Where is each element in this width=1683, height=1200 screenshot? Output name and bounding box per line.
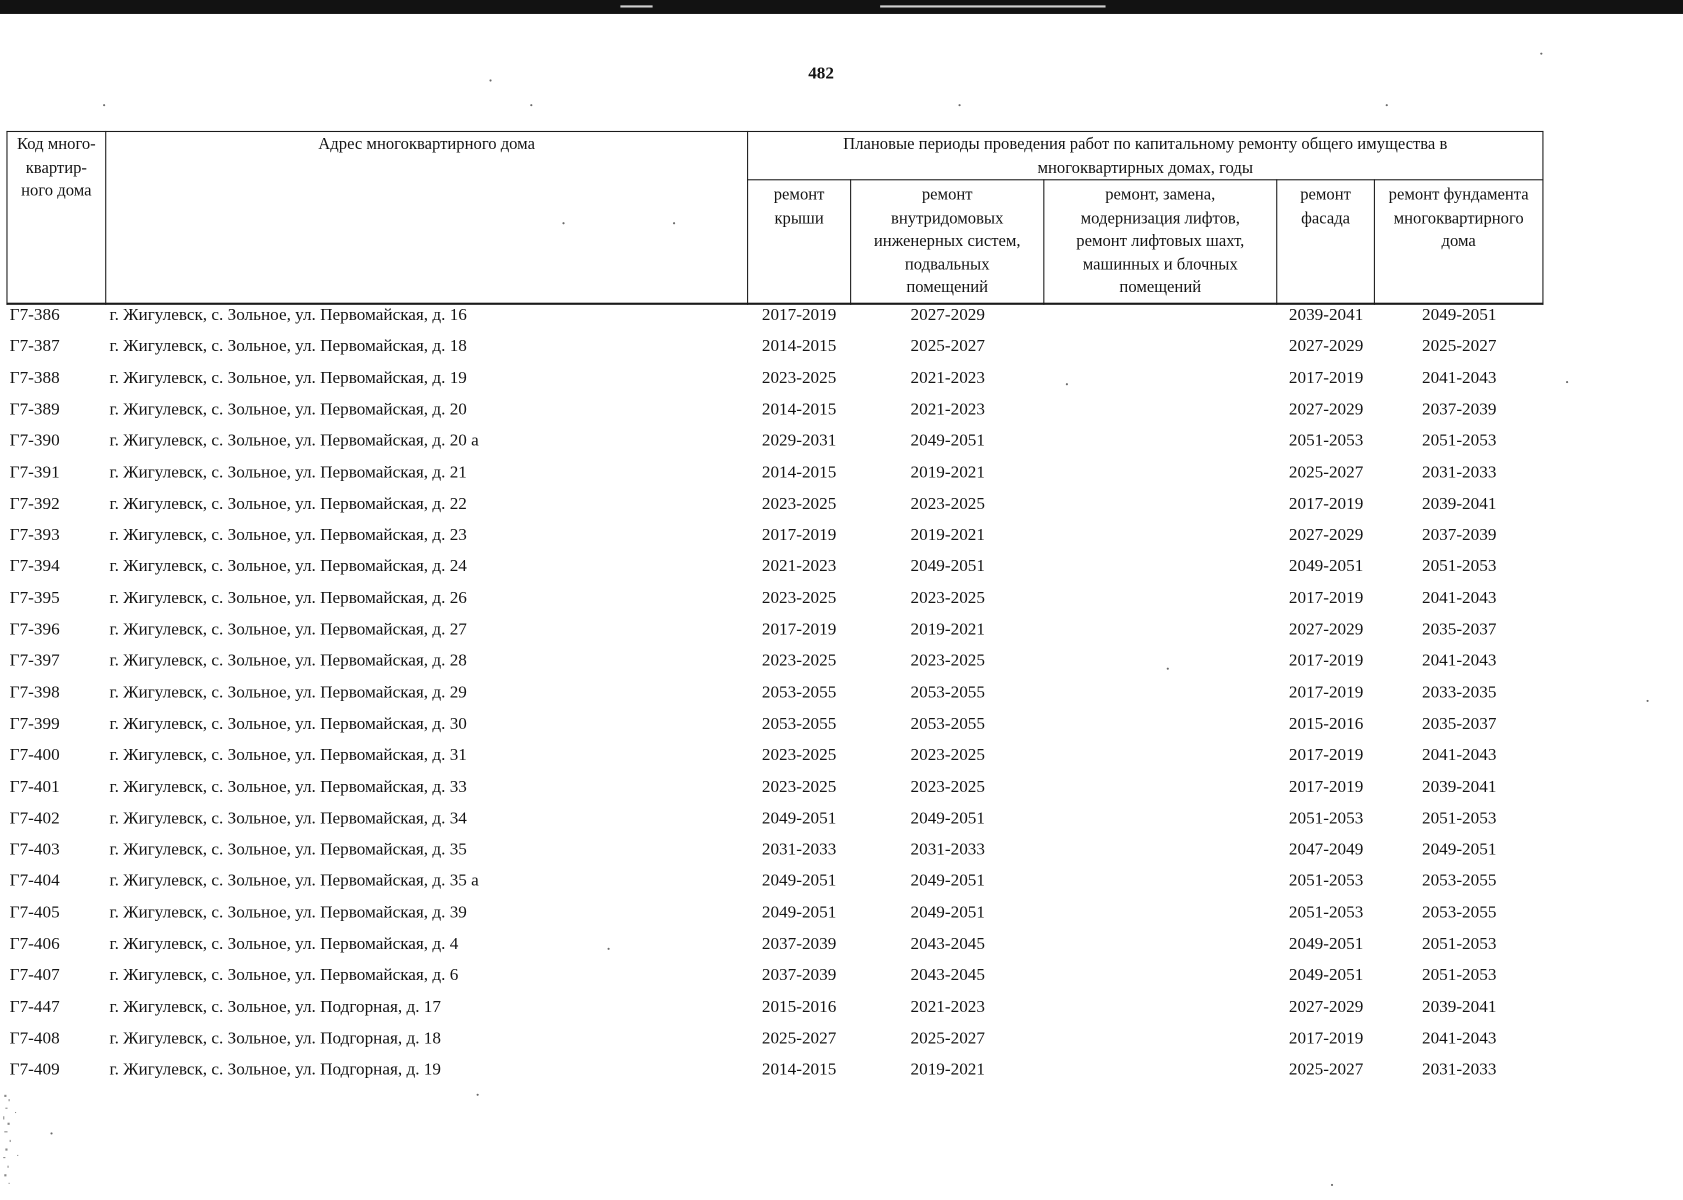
cell-address: г. Жигулевск, с. Зольное, ул. Первомайская, д. 22 (109, 494, 467, 513)
scan-speck (673, 222, 675, 224)
cell-roof: 2014-2015 (761, 463, 837, 482)
header-lifts-line: ремонт лифтовых шахт, (1076, 231, 1245, 251)
cell-engineering: 2049-2051 (910, 871, 985, 891)
cell-facade: 2027-2029 (1288, 620, 1364, 639)
cell-facade: 2049-2051 (1288, 966, 1364, 985)
header-engineering-line: помещений (906, 277, 989, 297)
cell-address: г. Жигулевск, с. Зольное, ул. Первомайская, д. 20 (109, 400, 467, 419)
cell-roof: 2023-2025 (761, 368, 837, 388)
cell-foundation: 2041-2043 (1421, 1029, 1497, 1048)
header-periods-line: Плановые периоды проведения работ по капитальному ремонту общего имущества в (843, 135, 1448, 154)
cell-roof: 2049-2051 (761, 903, 837, 922)
cell-code: Г7-407 (9, 966, 60, 985)
cell-address: г. Жигулевск, с. Зольное, ул. Первомайская, д. 27 (109, 620, 467, 639)
cell-facade: 2017-2019 (1288, 651, 1364, 671)
cell-code: Г7-392 (9, 494, 60, 513)
cell-facade: 2027-2029 (1288, 337, 1364, 356)
table-row (0, 494, 1683, 525)
table-row (0, 839, 1683, 870)
cell-code: Г7-402 (9, 809, 60, 828)
cell-roof: 2014-2015 (761, 337, 837, 356)
cell-roof: 2049-2051 (761, 871, 837, 891)
cell-facade: 2017-2019 (1288, 368, 1364, 388)
cell-code: Г7-393 (9, 526, 60, 545)
cell-roof: 2037-2039 (761, 966, 837, 985)
table-row (0, 556, 1683, 587)
scan-speck (1331, 1184, 1333, 1186)
cell-foundation: 2051-2053 (1421, 809, 1497, 828)
scan-streak (880, 5, 1105, 7)
cell-address: г. Жигулевск, с. Зольное, ул. Первомайская, д. 34 (109, 809, 467, 828)
cell-facade: 2027-2029 (1288, 400, 1364, 419)
header-code-line: квартир- (25, 158, 87, 177)
scan-edge-noise (2, 1093, 30, 1190)
table-row (0, 997, 1683, 1028)
cell-engineering: 2019-2021 (910, 526, 985, 545)
cell-roof: 2023-2025 (761, 777, 837, 796)
scan-speck (1066, 383, 1068, 385)
cell-foundation: 2031-2033 (1421, 1060, 1497, 1079)
table-row (0, 305, 1683, 336)
cell-code: Г7-399 (9, 714, 60, 733)
cell-foundation: 2041-2043 (1421, 588, 1497, 608)
cell-foundation: 2037-2039 (1421, 526, 1497, 545)
cell-roof: 2023-2025 (761, 746, 837, 765)
cell-facade: 2051-2053 (1288, 431, 1364, 450)
cell-address: г. Жигулевск, с. Зольное, ул. Первомайская, д. 33 (109, 777, 467, 796)
cell-address: г. Жигулевск, с. Зольное, ул. Первомайская, д. 4 (109, 934, 459, 954)
cell-code: Г7-447 (9, 997, 60, 1017)
cell-code: Г7-404 (9, 871, 60, 891)
header-mid-rule (747, 179, 1543, 180)
cell-address: г. Жигулевск, с. Зольное, ул. Подгорная, д. 17 (109, 997, 441, 1017)
cell-facade: 2039-2041 (1288, 305, 1364, 325)
cell-code: Г7-397 (9, 651, 60, 671)
cell-facade: 2051-2053 (1288, 871, 1364, 891)
cell-foundation: 2049-2051 (1421, 840, 1497, 859)
page-number: 482 (808, 64, 834, 83)
cell-engineering: 2053-2055 (910, 714, 985, 733)
cell-roof: 2017-2019 (761, 526, 837, 545)
cell-roof: 2023-2025 (761, 588, 837, 608)
cell-foundation: 2037-2039 (1421, 400, 1497, 419)
cell-foundation: 2039-2041 (1421, 494, 1497, 513)
cell-code: Г7-394 (9, 557, 60, 576)
header-periods-line: многоквартирных домах, годы (1037, 158, 1254, 177)
cell-code: Г7-403 (9, 840, 60, 859)
cell-code: Г7-408 (9, 1029, 60, 1048)
header-address: Адрес многоквартирного дома (318, 135, 535, 154)
cell-code: Г7-387 (9, 337, 60, 356)
cell-roof: 2017-2019 (761, 305, 837, 325)
table-row (0, 462, 1683, 493)
scan-speck (1386, 104, 1388, 106)
cell-facade: 2017-2019 (1288, 777, 1364, 796)
header-lifts-line: помещений (1119, 277, 1202, 297)
table-row (0, 1028, 1683, 1059)
cell-engineering: 2021-2023 (910, 368, 985, 388)
cell-roof: 2015-2016 (761, 997, 837, 1017)
cell-address: г. Жигулевск, с. Зольное, ул. Первомайская, д. 21 (109, 463, 467, 482)
header-code (8, 133, 106, 202)
cell-facade: 2027-2029 (1288, 526, 1364, 545)
cell-roof: 2053-2055 (761, 714, 837, 733)
cell-foundation: 2031-2033 (1421, 463, 1497, 482)
table-row (0, 1060, 1683, 1091)
header-code-line: ного дома (21, 181, 92, 200)
table-row (0, 871, 1683, 902)
scan-speck (1167, 668, 1169, 670)
cell-roof: 2023-2025 (761, 494, 837, 513)
cell-facade: 2017-2019 (1288, 746, 1364, 765)
cell-engineering: 2049-2051 (910, 431, 985, 450)
cell-foundation: 2035-2037 (1421, 620, 1497, 639)
cell-roof: 2031-2033 (761, 840, 837, 859)
cell-engineering: 2023-2025 (910, 777, 985, 796)
cell-facade: 2017-2019 (1288, 588, 1364, 608)
table-row (0, 714, 1683, 745)
cell-facade: 2025-2027 (1288, 1060, 1364, 1079)
cell-engineering: 2025-2027 (910, 1029, 985, 1048)
cell-address: г. Жигулевск, с. Зольное, ул. Подгорная, д. 19 (109, 1060, 441, 1079)
cell-address: г. Жигулевск, с. Зольное, ул. Первомайская, д. 18 (109, 337, 467, 356)
cell-code: Г7-409 (9, 1060, 60, 1079)
scan-speck (489, 79, 491, 81)
cell-roof: 2049-2051 (761, 809, 837, 828)
scan-speck (1540, 53, 1542, 55)
cell-code: Г7-395 (9, 588, 60, 608)
cell-engineering: 2019-2021 (910, 620, 985, 639)
header-top-rule (6, 131, 1543, 132)
cell-roof: 2023-2025 (761, 651, 837, 671)
cell-foundation: 2025-2027 (1421, 337, 1497, 356)
cell-foundation: 2051-2053 (1421, 557, 1497, 576)
table-row (0, 619, 1683, 650)
cell-address: г. Жигулевск, с. Зольное, ул. Подгорная, д. 18 (109, 1029, 441, 1048)
cell-code: Г7-388 (9, 368, 60, 388)
cell-facade: 2017-2019 (1288, 1029, 1364, 1048)
header-roof-line: ремонт (773, 185, 825, 204)
cell-facade: 2017-2019 (1288, 683, 1364, 702)
cell-facade: 2025-2027 (1288, 463, 1364, 482)
cell-code: Г7-398 (9, 683, 60, 702)
table-header (6, 131, 1543, 305)
cell-engineering: 2023-2025 (910, 746, 985, 765)
scan-speck (477, 1094, 479, 1096)
header-foundation-line: ремонт фундамента (1388, 185, 1529, 204)
scan-speck (1647, 700, 1649, 702)
cell-foundation: 2041-2043 (1421, 651, 1497, 671)
table-row (0, 588, 1683, 619)
cell-address: г. Жигулевск, с. Зольное, ул. Первомайская, д. 30 (109, 714, 467, 733)
cell-code: Г7-405 (9, 903, 60, 922)
cell-address: г. Жигулевск, с. Зольное, ул. Первомайская, д. 39 (109, 903, 467, 922)
cell-roof: 2014-2015 (761, 1060, 837, 1079)
header-engineering-line: внутридомовых (890, 208, 1004, 228)
header-facade-line: ремонт (1300, 185, 1351, 204)
cell-roof: 2021-2023 (761, 557, 837, 576)
cell-foundation: 2035-2037 (1421, 714, 1497, 733)
cell-address: г. Жигулевск, с. Зольное, ул. Первомайская, д. 20 а (109, 431, 479, 450)
cell-foundation: 2033-2035 (1421, 683, 1497, 702)
header-right-border (1542, 131, 1543, 305)
header-lifts-line: машинных и блочных (1082, 254, 1238, 274)
header-lifts-line: модернизация лифтов, (1080, 208, 1240, 228)
header-facade-line: фасада (1301, 208, 1351, 228)
cell-address: г. Жигулевск, с. Зольное, ул. Первомайская, д. 35 (109, 840, 467, 859)
cell-engineering: 2023-2025 (910, 588, 985, 608)
cell-facade: 2049-2051 (1288, 934, 1364, 954)
table-row (0, 965, 1683, 996)
table-row (0, 651, 1683, 682)
scan-speck (1566, 381, 1568, 383)
cell-address: г. Жигулевск, с. Зольное, ул. Первомайская, д. 26 (109, 588, 467, 608)
cell-code: Г7-391 (9, 463, 60, 482)
cell-facade: 2051-2053 (1288, 903, 1364, 922)
header-roof (748, 184, 850, 230)
cell-facade: 2027-2029 (1288, 997, 1364, 1017)
table-row (0, 399, 1683, 430)
scan-speck (50, 1132, 52, 1134)
header-lifts (1044, 184, 1276, 299)
cell-facade: 2047-2049 (1288, 840, 1364, 859)
cell-address: г. Жигулевск, с. Зольное, ул. Первомайская, д. 29 (109, 683, 467, 702)
table-row (0, 525, 1683, 556)
scan-speck (103, 104, 105, 106)
scan-speck (562, 222, 564, 224)
cell-engineering: 2021-2023 (910, 997, 985, 1017)
cell-engineering: 2043-2045 (910, 966, 985, 985)
header-code-line: Код много- (16, 135, 96, 154)
header-divider (105, 131, 106, 305)
cell-roof: 2053-2055 (761, 683, 837, 702)
cell-code: Г7-401 (9, 777, 60, 796)
cell-engineering: 2049-2051 (910, 557, 985, 576)
cell-address: г. Жигулевск, с. Зольное, ул. Первомайская, д. 19 (109, 368, 467, 388)
cell-address: г. Жигулевск, с. Зольное, ул. Первомайская, д. 24 (109, 557, 467, 576)
cell-engineering: 2043-2045 (910, 934, 985, 954)
table-row (0, 431, 1683, 462)
cell-facade: 2049-2051 (1288, 557, 1364, 576)
cell-foundation: 2039-2041 (1421, 997, 1497, 1017)
cell-engineering: 2031-2033 (910, 840, 985, 859)
cell-roof: 2029-2031 (761, 431, 837, 450)
cell-code: Г7-386 (9, 305, 60, 325)
header-engineering-line: ремонт (921, 185, 973, 204)
table-row (0, 902, 1683, 933)
cell-code: Г7-389 (9, 400, 60, 419)
table-row (0, 336, 1683, 367)
cell-address: г. Жигулевск, с. Зольное, ул. Первомайская, д. 6 (109, 966, 459, 985)
header-foundation-line: многоквартирного (1393, 208, 1524, 228)
cell-roof: 2037-2039 (761, 934, 837, 954)
cell-engineering: 2023-2025 (910, 651, 985, 671)
scan-speck (608, 948, 610, 950)
cell-foundation: 2051-2053 (1421, 431, 1497, 450)
cell-roof: 2014-2015 (761, 400, 837, 419)
cell-engineering: 2023-2025 (910, 494, 985, 513)
header-lifts-line: ремонт, замена, (1105, 185, 1216, 204)
cell-address: г. Жигулевск, с. Зольное, ул. Первомайская, д. 23 (109, 526, 467, 545)
cell-foundation: 2053-2055 (1421, 871, 1497, 891)
header-roof-line: крыши (774, 208, 824, 228)
cell-engineering: 2025-2027 (910, 337, 985, 356)
cell-engineering: 2019-2021 (910, 1060, 985, 1079)
cell-roof: 2017-2019 (761, 620, 837, 639)
table-row (0, 777, 1683, 808)
cell-engineering: 2049-2051 (910, 809, 985, 828)
cell-facade: 2051-2053 (1288, 809, 1364, 828)
cell-foundation: 2049-2051 (1421, 305, 1497, 325)
table-row (0, 808, 1683, 839)
cell-address: г. Жигулевск, с. Зольное, ул. Первомайская, д. 28 (109, 651, 467, 671)
table-row (0, 934, 1683, 965)
header-engineering (851, 184, 1043, 299)
cell-code: Г7-390 (9, 431, 60, 450)
scan-streak (620, 5, 652, 7)
table-row (0, 368, 1683, 399)
cell-foundation: 2041-2043 (1421, 746, 1497, 765)
header-facade (1277, 184, 1374, 230)
cell-facade: 2017-2019 (1288, 494, 1364, 513)
cell-engineering: 2019-2021 (910, 463, 985, 482)
header-periods (748, 133, 1542, 179)
scan-top-border (0, 0, 1683, 14)
cell-facade: 2015-2016 (1288, 714, 1364, 733)
header-foundation (1375, 184, 1542, 253)
header-foundation-line: дома (1441, 231, 1476, 251)
cell-engineering: 2021-2023 (910, 400, 985, 419)
scan-speck (958, 104, 960, 106)
cell-foundation: 2051-2053 (1421, 966, 1497, 985)
header-engineering-line: подвальных (904, 254, 990, 274)
header-engineering-line: инженерных систем, (873, 231, 1021, 251)
cell-foundation: 2051-2053 (1421, 934, 1497, 954)
table-row (0, 682, 1683, 713)
cell-foundation: 2039-2041 (1421, 777, 1497, 796)
cell-code: Г7-396 (9, 620, 60, 639)
cell-foundation: 2041-2043 (1421, 368, 1497, 388)
cell-code: Г7-406 (9, 934, 60, 954)
cell-address: г. Жигулевск, с. Зольное, ул. Первомайская, д. 31 (109, 746, 467, 765)
cell-engineering: 2053-2055 (910, 683, 985, 702)
cell-roof: 2025-2027 (761, 1029, 837, 1048)
table-row (0, 745, 1683, 776)
cell-foundation: 2053-2055 (1421, 903, 1497, 922)
cell-code: Г7-400 (9, 746, 60, 765)
scan-speck (530, 104, 532, 106)
cell-engineering: 2027-2029 (910, 305, 985, 325)
cell-address: г. Жигулевск, с. Зольное, ул. Первомайская, д. 35 а (109, 871, 479, 891)
cell-engineering: 2049-2051 (910, 903, 985, 922)
cell-address: г. Жигулевск, с. Зольное, ул. Первомайская, д. 16 (109, 305, 467, 325)
